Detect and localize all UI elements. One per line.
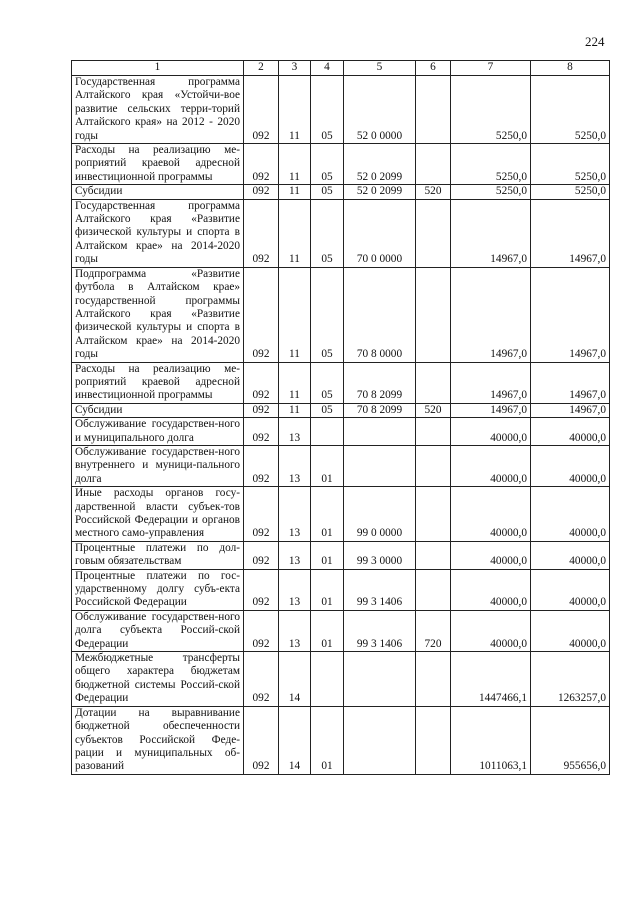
admin-code-cell: 092 bbox=[244, 652, 279, 707]
column-header: 5 bbox=[344, 61, 416, 76]
expense-type-cell bbox=[416, 652, 451, 707]
subsection-code-cell: 01 bbox=[311, 445, 344, 486]
amount-year1-cell: 40000,0 bbox=[451, 487, 531, 542]
amount-year2-cell: 40000,0 bbox=[531, 445, 610, 486]
expense-type-cell: 520 bbox=[416, 403, 451, 417]
amount-year2-cell: 14967,0 bbox=[531, 199, 610, 267]
target-article-cell: 99 0 0000 bbox=[344, 487, 416, 542]
section-code-cell: 11 bbox=[279, 199, 311, 267]
admin-code-cell: 092 bbox=[244, 267, 279, 362]
subsection-code-cell: 05 bbox=[311, 267, 344, 362]
amount-year1-cell: 40000,0 bbox=[451, 418, 531, 446]
table-row bbox=[72, 362, 610, 403]
subsection-code-cell: 05 bbox=[311, 403, 344, 417]
row-name-cell: Дотации на выравнивание бюджетной обеспеченности субъектов Российской Феде-рации и муниципальных об-разований bbox=[72, 706, 244, 774]
row-name-cell: Межбюджетные трансферты общего характера бюджетам бюджетной системы Россий-ской Федерации bbox=[72, 652, 244, 707]
amount-year2-cell: 5250,0 bbox=[531, 144, 610, 185]
expense-type-cell bbox=[416, 267, 451, 362]
amount-year1-cell: 40000,0 bbox=[451, 445, 531, 486]
subsection-code-cell: 05 bbox=[311, 199, 344, 267]
row-name-cell: Государственная программа Алтайского края «Развитие физической культуры и спорта в Алтайском крае» на 2014-2020 годы bbox=[72, 199, 244, 267]
column-header: 1 bbox=[72, 61, 244, 76]
subsection-code-cell: 01 bbox=[311, 706, 344, 774]
amount-year1-cell: 5250,0 bbox=[451, 76, 531, 144]
target-article-cell: 70 8 0000 bbox=[344, 267, 416, 362]
section-code-cell: 11 bbox=[279, 267, 311, 362]
table-row bbox=[72, 403, 610, 417]
row-name-cell: Процентные платежи по гос-ударственному долгу субъ-екта Российской Федерации bbox=[72, 569, 244, 610]
subsection-code-cell: 01 bbox=[311, 569, 344, 610]
row-name-cell: Иные расходы органов госу-дарственной власти субъек-тов Российской Федерации и органов местного само-управления bbox=[72, 487, 244, 542]
table-row bbox=[72, 652, 610, 707]
target-article-cell: 70 0 0000 bbox=[344, 199, 416, 267]
target-article-cell bbox=[344, 652, 416, 707]
row-name-cell: Подпрограмма «Развитие футбола в Алтайском крае» государственной программы Алтайского края «Развитие физической культуры и спорта в Алтайском крае» на 2014-2020 годы bbox=[72, 267, 244, 362]
row-name-cell: Субсидии bbox=[72, 403, 244, 417]
row-name-cell: Процентные платежи по дол-говым обязательствам bbox=[72, 541, 244, 569]
amount-year1-cell: 5250,0 bbox=[451, 144, 531, 185]
row-name-cell: Обслуживание государствен-ного и муниципального долга bbox=[72, 418, 244, 446]
target-article-cell: 52 0 0000 bbox=[344, 76, 416, 144]
section-code-cell: 11 bbox=[279, 144, 311, 185]
subsection-code-cell: 05 bbox=[311, 76, 344, 144]
subsection-code-cell: 05 bbox=[311, 185, 344, 199]
admin-code-cell: 092 bbox=[244, 144, 279, 185]
admin-code-cell: 092 bbox=[244, 199, 279, 267]
column-header: 2 bbox=[244, 61, 279, 76]
header-row bbox=[72, 61, 610, 76]
admin-code-cell: 092 bbox=[244, 487, 279, 542]
amount-year2-cell: 5250,0 bbox=[531, 185, 610, 199]
amount-year2-cell: 40000,0 bbox=[531, 541, 610, 569]
amount-year1-cell: 40000,0 bbox=[451, 541, 531, 569]
admin-code-cell: 092 bbox=[244, 403, 279, 417]
expense-type-cell bbox=[416, 445, 451, 486]
amount-year2-cell: 5250,0 bbox=[531, 76, 610, 144]
section-code-cell: 13 bbox=[279, 541, 311, 569]
column-header: 8 bbox=[531, 61, 610, 76]
amount-year1-cell: 40000,0 bbox=[451, 610, 531, 651]
table-row bbox=[72, 418, 610, 446]
target-article-cell: 52 0 2099 bbox=[344, 144, 416, 185]
admin-code-cell: 092 bbox=[244, 445, 279, 486]
column-header: 6 bbox=[416, 61, 451, 76]
amount-year2-cell: 40000,0 bbox=[531, 487, 610, 542]
row-name-cell: Расходы на реализацию ме-роприятий краевой адресной инвестиционной программы bbox=[72, 144, 244, 185]
column-header: 7 bbox=[451, 61, 531, 76]
section-code-cell: 11 bbox=[279, 76, 311, 144]
target-article-cell: 70 8 2099 bbox=[344, 362, 416, 403]
section-code-cell: 13 bbox=[279, 569, 311, 610]
amount-year1-cell: 14967,0 bbox=[451, 199, 531, 267]
column-header: 3 bbox=[279, 61, 311, 76]
table-row bbox=[72, 185, 610, 199]
expense-type-cell: 720 bbox=[416, 610, 451, 651]
amount-year1-cell: 1011063,1 bbox=[451, 706, 531, 774]
subsection-code-cell: 01 bbox=[311, 541, 344, 569]
section-code-cell: 13 bbox=[279, 445, 311, 486]
amount-year2-cell: 1263257,0 bbox=[531, 652, 610, 707]
section-code-cell: 11 bbox=[279, 403, 311, 417]
page-number: 224 bbox=[585, 34, 605, 49]
target-article-cell bbox=[344, 706, 416, 774]
section-code-cell: 11 bbox=[279, 185, 311, 199]
expense-type-cell bbox=[416, 76, 451, 144]
target-article-cell: 99 3 1406 bbox=[344, 610, 416, 651]
table-row bbox=[72, 76, 610, 144]
admin-code-cell: 092 bbox=[244, 76, 279, 144]
expense-type-cell bbox=[416, 199, 451, 267]
admin-code-cell: 092 bbox=[244, 185, 279, 199]
amount-year2-cell: 14967,0 bbox=[531, 362, 610, 403]
row-name-cell: Расходы на реализацию ме-роприятий краевой адресной инвестиционной программы bbox=[72, 362, 244, 403]
expense-type-cell: 520 bbox=[416, 185, 451, 199]
amount-year2-cell: 14967,0 bbox=[531, 403, 610, 417]
section-code-cell: 13 bbox=[279, 487, 311, 542]
target-article-cell: 99 3 1406 bbox=[344, 569, 416, 610]
table-row bbox=[72, 610, 610, 651]
amount-year1-cell: 14967,0 bbox=[451, 362, 531, 403]
amount-year1-cell: 5250,0 bbox=[451, 185, 531, 199]
section-code-cell: 14 bbox=[279, 706, 311, 774]
target-article-cell bbox=[344, 418, 416, 446]
expense-type-cell bbox=[416, 541, 451, 569]
admin-code-cell: 092 bbox=[244, 610, 279, 651]
table-row bbox=[72, 144, 610, 185]
expense-type-cell bbox=[416, 569, 451, 610]
budget-table bbox=[71, 60, 610, 775]
admin-code-cell: 092 bbox=[244, 418, 279, 446]
subsection-code-cell: 01 bbox=[311, 610, 344, 651]
amount-year2-cell: 955656,0 bbox=[531, 706, 610, 774]
table-row bbox=[72, 706, 610, 774]
row-name-cell: Обслуживание государствен-ного внутреннего и муници-пального долга bbox=[72, 445, 244, 486]
subsection-code-cell: 05 bbox=[311, 144, 344, 185]
column-header: 4 bbox=[311, 61, 344, 76]
amount-year1-cell: 14967,0 bbox=[451, 403, 531, 417]
section-code-cell: 13 bbox=[279, 418, 311, 446]
amount-year1-cell: 40000,0 bbox=[451, 569, 531, 610]
expense-type-cell bbox=[416, 706, 451, 774]
subsection-code-cell: 05 bbox=[311, 362, 344, 403]
table-row bbox=[72, 199, 610, 267]
row-name-cell: Субсидии bbox=[72, 185, 244, 199]
amount-year1-cell: 1447466,1 bbox=[451, 652, 531, 707]
table-row bbox=[72, 569, 610, 610]
admin-code-cell: 092 bbox=[244, 706, 279, 774]
expense-type-cell bbox=[416, 418, 451, 446]
amount-year2-cell: 14967,0 bbox=[531, 267, 610, 362]
subsection-code-cell bbox=[311, 418, 344, 446]
admin-code-cell: 092 bbox=[244, 541, 279, 569]
admin-code-cell: 092 bbox=[244, 569, 279, 610]
table-row bbox=[72, 267, 610, 362]
table-row bbox=[72, 541, 610, 569]
expense-type-cell bbox=[416, 487, 451, 542]
subsection-code-cell bbox=[311, 652, 344, 707]
target-article-cell: 99 3 0000 bbox=[344, 541, 416, 569]
target-article-cell bbox=[344, 445, 416, 486]
amount-year2-cell: 40000,0 bbox=[531, 418, 610, 446]
target-article-cell: 70 8 2099 bbox=[344, 403, 416, 417]
subsection-code-cell: 01 bbox=[311, 487, 344, 542]
row-name-cell: Государственная программа Алтайского края «Устойчи-вое развитие сельских терри-торий Алтайского края» на 2012 - 2020 годы bbox=[72, 76, 244, 144]
expense-type-cell bbox=[416, 362, 451, 403]
table-row bbox=[72, 487, 610, 542]
amount-year1-cell: 14967,0 bbox=[451, 267, 531, 362]
target-article-cell: 52 0 2099 bbox=[344, 185, 416, 199]
row-name-cell: Обслуживание государствен-ного долга субъекта Россий-ской Федерации bbox=[72, 610, 244, 651]
table-row bbox=[72, 445, 610, 486]
section-code-cell: 13 bbox=[279, 610, 311, 651]
amount-year2-cell: 40000,0 bbox=[531, 569, 610, 610]
expense-type-cell bbox=[416, 144, 451, 185]
section-code-cell: 14 bbox=[279, 652, 311, 707]
section-code-cell: 11 bbox=[279, 362, 311, 403]
amount-year2-cell: 40000,0 bbox=[531, 610, 610, 651]
admin-code-cell: 092 bbox=[244, 362, 279, 403]
